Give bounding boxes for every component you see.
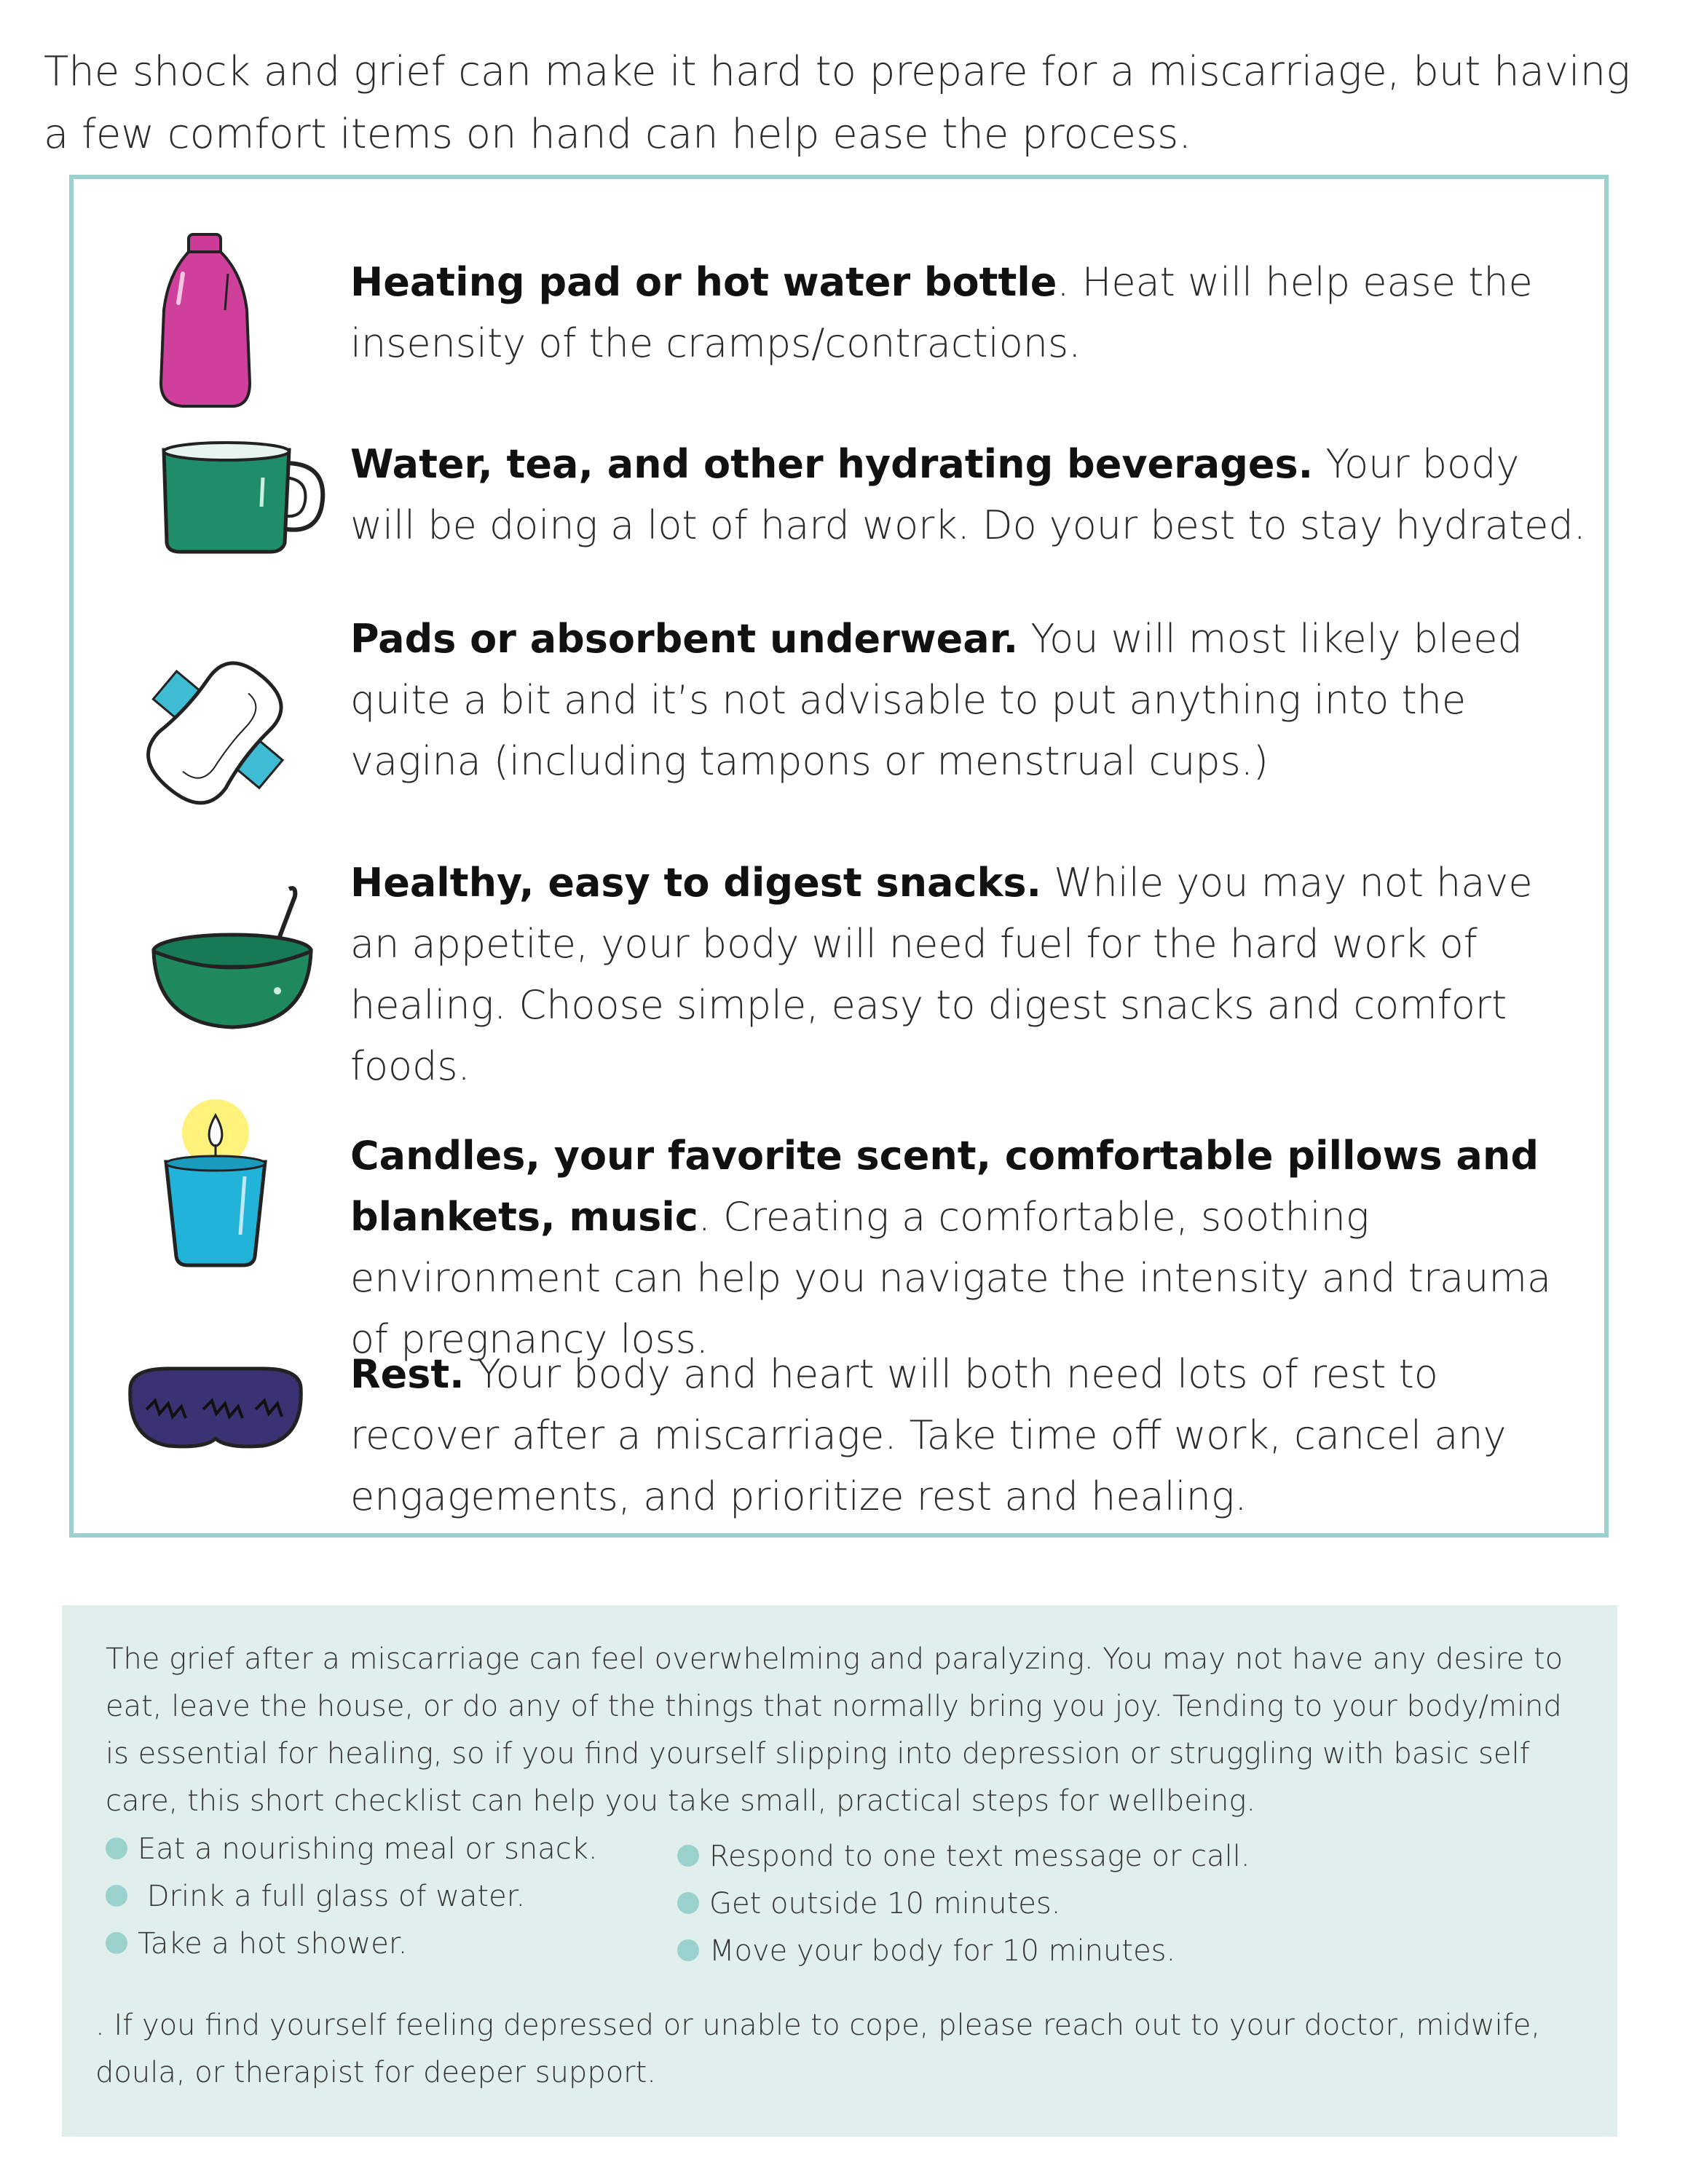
item-body: . Creating a comfortable, soothing environment can help you navigate the intensity and trauma of pregnancy loss. [350,1194,1552,1362]
bullet-dot-icon [106,1837,127,1859]
checklist-item: Get outside 10 minutes. [677,1882,1060,1926]
checklist-item: Eat a nourishing meal or snack. [106,1827,598,1871]
bullet-dot-icon [677,1845,699,1867]
mug-icon [154,434,328,561]
panel-paragraph: The grief after a miscarriage can feel overwhelming and paralyzing. You may not have any desire to eat, leave the house, or do any of the things that normally bring you joy. Tending to your body/mind is essential for healing, so if you find yourself slipping into depression or struggling with basic self care, this short checklist can help you take small, practical steps for wellbeing. [106,1642,1563,1818]
item-text [350,434,1588,556]
item-body: You will most likely bleed quite a bit and it’s not advisable to put anything into the vagina (including tampons or menstrual cups.) [350,616,1523,784]
pad-icon [132,652,299,815]
checklist-item: Respond to one text message or call. [677,1835,1250,1878]
item-title: Rest. [350,1351,465,1397]
checklist-item: Drink a full glass of water. [106,1875,525,1918]
closing-note: . If you find yourself feeling depressed or unable to cope, please reach out to your doctor, midwife, doula, or therapist for deeper support. [95,2009,1541,2089]
candle-icon [157,1096,274,1274]
hot-water-bottle-icon [154,230,256,415]
intro-text: The shock and grief can make it hard to prepare for a miscarriage, but having a few comfort items on hand can help ease the process. [44,48,1630,158]
item-text [350,1125,1588,1370]
bullet-dot-icon [106,1885,127,1907]
item-body: Your body will be doing a lot of hard work. Do your best to stay hydrated. [350,441,1586,548]
item-body: . Heat will help ease the insensity of the cramps/contractions. [350,259,1533,366]
item-text [350,609,1588,792]
bullet-dot-icon [106,1932,127,1954]
bullet-dot-icon [677,1939,699,1961]
comfort-items-box [69,175,1609,1538]
item-title: Candles, your favorite scent, comfortable pillows and blankets, music [350,1133,1539,1240]
self-care-panel [62,1605,1617,2137]
item-text [350,1344,1588,1527]
item-title: Water, tea, and other hydrating beverages. [350,441,1314,487]
sleep-mask-icon [117,1358,314,1463]
item-title: Healthy, easy to digest snacks. [350,860,1042,906]
item-text [350,852,1588,1097]
bowl-icon [146,882,321,1037]
item-body: While you may not have an appetite, your body will need fuel for the hard work of healing. Choose simple, easy to digest snacks and comfort foods. [350,860,1533,1089]
bullet-dot-icon [677,1892,699,1914]
item-title: Heating pad or hot water bottle [350,259,1057,305]
item-body: Your body and heart will both need lots of rest to recover after a miscarriage. Take time off work, cancel any engagements, and prioritize rest and healing. [350,1351,1507,1519]
item-text [350,252,1588,374]
checklist-item: Move your body for 10 minutes. [677,1929,1175,1973]
item-title: Pads or absorbent underwear. [350,616,1019,662]
checklist-item: Take a hot shower. [106,1922,407,1966]
